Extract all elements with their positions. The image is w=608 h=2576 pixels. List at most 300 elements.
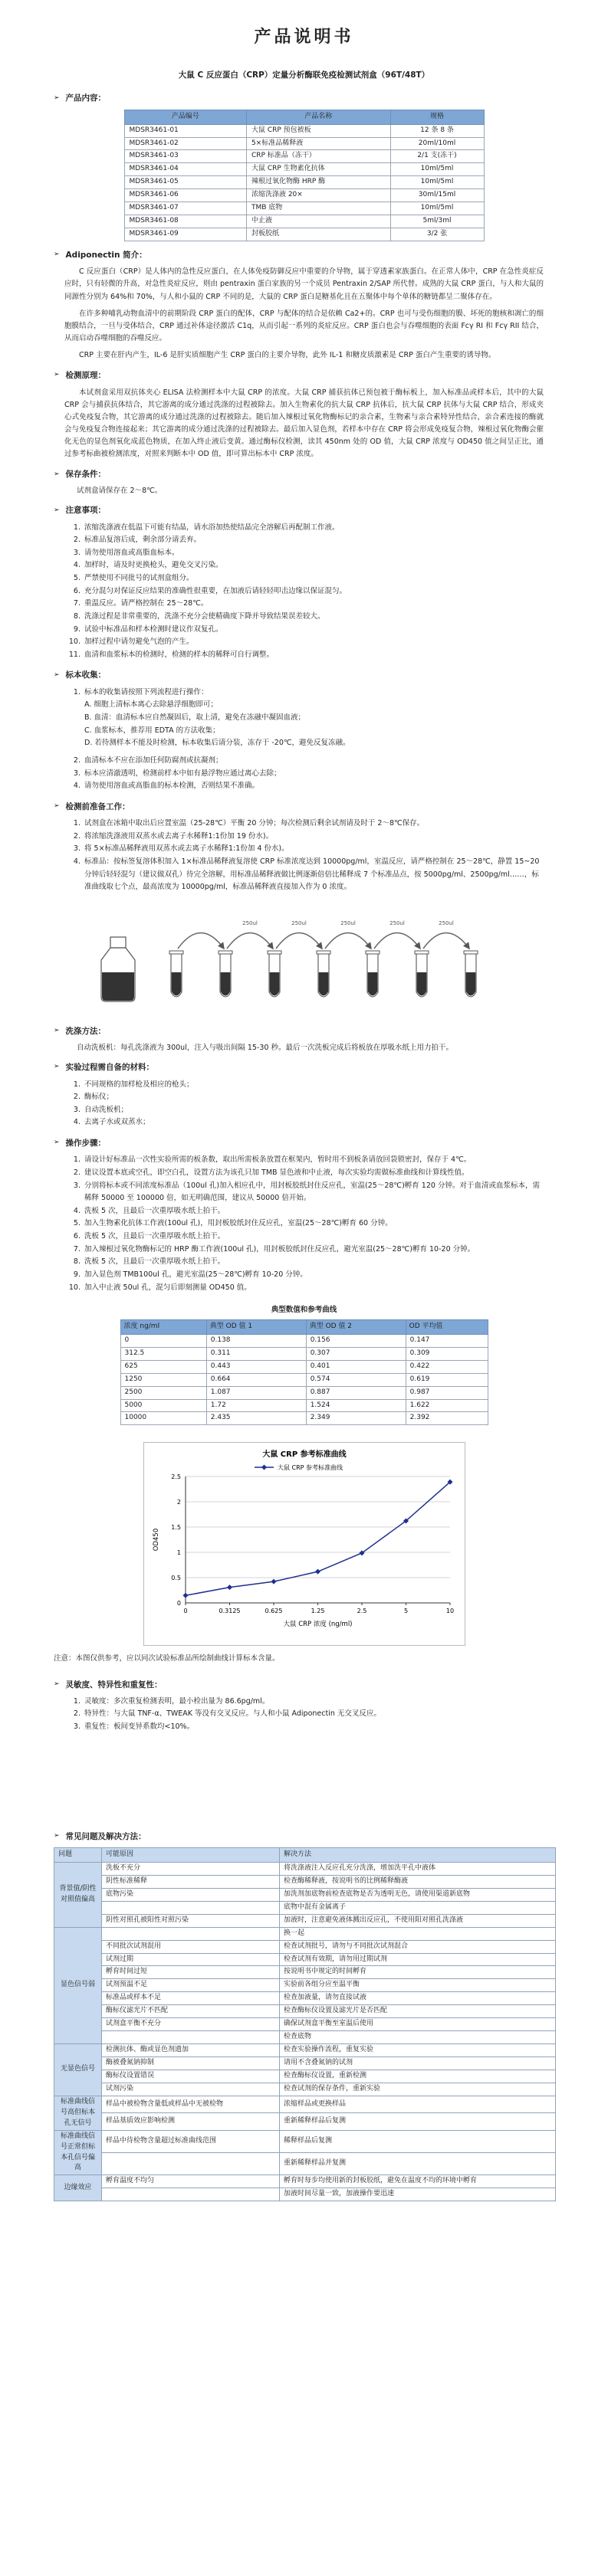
section-equipment <box>54 1061 554 1129</box>
table-row <box>120 1347 488 1360</box>
faq-solution-cell: 加洗剂加底物前检查底物是否为透明无色，请使用渠道新底物 <box>280 1888 556 1901</box>
chart-title: 大鼠 CRP 参考标准曲线 <box>261 1450 347 1460</box>
section-heading: Adiponectin 简介： <box>65 251 147 260</box>
table-cell: 大鼠 CRP 生物素化抗体 <box>246 163 390 176</box>
column-header: 产品编号 <box>124 110 246 124</box>
table-cell: MDSR3461-04 <box>124 163 246 176</box>
series-line <box>186 1483 450 1596</box>
table-row <box>54 1927 556 1940</box>
faq-cause-cell: 样品中被检物含量低或样品中无被检物 <box>102 2096 280 2112</box>
faq-problem-cell: 边缘效应 <box>54 2175 102 2201</box>
faq-problem-cell: 背景值/阴性对照值偏高 <box>54 1862 102 1927</box>
arrow-bullet-icon: ➢ <box>54 470 60 478</box>
faq-problem-cell: 无显色信号 <box>54 2044 102 2096</box>
list-item: 9. 加入显色剂 TMB100ul 孔，避光室温(25～28℃)孵育 10-20 分钟。 <box>83 1269 544 1282</box>
table-row <box>124 215 484 228</box>
table-row <box>54 2018 556 2031</box>
table-cell: MDSR3461-05 <box>124 176 246 189</box>
table-cell: MDSR3461-06 <box>124 189 246 202</box>
transfer-arrow <box>325 932 371 949</box>
table-cell: 5000 <box>120 1399 206 1412</box>
list-item: 3. 重复性：板间变异系数均<10%。 <box>83 1721 544 1734</box>
x-tick-label: 0.3125 <box>219 1608 240 1615</box>
section-heading: 保存条件： <box>65 470 107 480</box>
table-cell: MDSR3461-08 <box>124 215 246 228</box>
tube-icon <box>415 951 429 997</box>
table-cell: 0 <box>120 1334 206 1347</box>
list-item: 4. 洗板 5 次，且最后一次重厚吸水纸上拍干。 <box>83 1205 544 1218</box>
list-item: 3. 分别将标本或不同浓度标准品（100ul 孔)加入相应孔中，用封板胶纸封住反应孔，室温(25～28℃)孵育 120 分钟。对于血清或血浆标本，需稀释 50000 至 100000 倍，如无明确范围，建议从 50000 倍开始。 <box>83 1180 544 1205</box>
table-cell: 2500 <box>120 1386 206 1399</box>
faq-solution-cell: 按说明书中规定的时间孵育 <box>280 1966 556 1979</box>
faq-solution-cell: 孵育时每步均使用新的封板胶纸，避免在温度不均的环境中孵育 <box>280 2175 556 2188</box>
table-cell: 1.622 <box>406 1399 488 1412</box>
faq-cause-cell: 检测抗体、酶或显色剂遗加 <box>102 2044 280 2057</box>
table-row <box>54 1953 556 1966</box>
list-item: 8. 洗涤过程是非常重要的，洗涤不充分会使精确度下降并导致结果误差较大。 <box>83 611 544 624</box>
faq-solution-cell: 重新稀释样品并复测 <box>280 2153 556 2175</box>
list-item: 1. 浓缩洗涤液在低温下可能有结晶，请水浴加热使结晶完全溶解后再配制工作液。 <box>83 522 544 535</box>
table-row <box>54 1862 556 1875</box>
table-cell: TMB 底物 <box>246 202 390 215</box>
intro-paragraph: CRP 主要在肝内产生，IL-6 是肝实质细胞产生 CRP 蛋白的主要介导物，此外 IL-1 和糖皮质激素是 CRP 蛋白产生重要的诱导物。 <box>79 351 496 360</box>
transfer-volume-label: 250ul <box>242 919 258 926</box>
faq-solution-cell: 检查加液量，请勿直接试液 <box>280 1992 556 2005</box>
sample-intro-list <box>83 687 544 750</box>
column-header: 问题 <box>54 1848 102 1863</box>
arrow-bullet-icon: ➢ <box>54 251 60 259</box>
list-item: 2. 酶标仪； <box>83 1091 544 1104</box>
table-row <box>120 1334 488 1347</box>
y-tick-label: 1.5 <box>170 1524 181 1532</box>
product-subtitle: 大鼠 C 反应蛋白（CRP）定量分析酶联免疫检测试剂盒（96T/48T） <box>178 70 430 80</box>
table-cell: 2.349 <box>306 1412 406 1425</box>
table-cell: MDSR3461-07 <box>124 202 246 215</box>
standard-curve-chart <box>143 1442 465 1646</box>
faq-solution-cell: 检查试剂的保存条件，重新实验 <box>280 2083 556 2096</box>
faq-cause-cell: 试剂盒平衡不充分 <box>102 2018 280 2031</box>
faq-cause-cell: 试剂过期 <box>102 1953 280 1966</box>
list-item: 1. 标本的收集请按照下列流程进行操作： A. 细胞上清标本离心去除悬浮细胞即可； B. 血清：血清标本应自然凝固后，取上清，避免在冻融中凝固血液； C. 血浆标本，推荐用 EDTA 的方法收集； D. 若待测样本不能及时检测，标本收集后请分装，冻存于 -20℃，避免反复冻融。 <box>83 687 544 750</box>
arrow-bullet-icon: ➢ <box>54 506 60 514</box>
faq-solution-cell: 检查底物 <box>280 2031 556 2044</box>
faq-solution-cell: 底物中混有金属离子 <box>280 1901 556 1914</box>
tube-icon <box>366 951 380 997</box>
table-cell: 312.5 <box>120 1347 206 1360</box>
faq-problem-cell: 标准曲线信号正常但标本孔信号偏高 <box>54 2130 102 2175</box>
faq-solution-cell: 加液时间尽量一致，加液操作要迅速 <box>280 2188 556 2201</box>
kit-contents-table <box>124 110 485 241</box>
table-cell: 10000 <box>120 1412 206 1425</box>
intro-paragraph: 在许多种哺乳动物血清中的前期阶段 CRP 蛋白的配体，CRP 与配体的结合是依赖 Ca2+的。CRP 也可与受伤细胞的膜、坏死的胞核和凋亡的细胞膜结合，一旦与受体结合，CRP 通过补体途径激活 C1q，从而引起一系列的炎症反应。CRP 蛋白也会与吞噬细胞的表面 Fcγ RI 和 Fcγ RII 结合，从而启动吞噬细胞的吞噬反应。 <box>64 309 544 342</box>
table-row <box>124 228 484 241</box>
table-cell: 0.987 <box>406 1386 488 1399</box>
faq-cause-cell: 孵育时间过短 <box>102 1966 280 1979</box>
y-tick-label: 2 <box>176 1499 181 1506</box>
tube-icon <box>169 951 183 997</box>
list-item: 10. 加入中止液 50ul 孔，混匀后即刻测量 OD450 值。 <box>83 1282 544 1295</box>
faq-solution-cell: 浓缩样品或更换样品 <box>280 2096 556 2112</box>
list-item: 1. 试剂盒在冰箱中取出后应置室温（25-28℃）平衡 20 分钟；每次检测后剩余试剂请及时于 2～8℃保存。 <box>83 818 544 831</box>
table-cell: 0.156 <box>306 1334 406 1347</box>
transfer-arrow <box>227 932 273 949</box>
section-heading: 检测原理： <box>65 371 107 381</box>
list-item: 4. 去离子水或双蒸水； <box>83 1116 544 1129</box>
table-cell: 中止液 <box>246 215 390 228</box>
arrow-bullet-icon: ➢ <box>54 1680 60 1688</box>
table-cell: MDSR3461-09 <box>124 228 246 241</box>
table-row <box>54 1979 556 1992</box>
x-tick-label: 5 <box>403 1608 408 1615</box>
section-heading: 检测前准备工作： <box>65 801 130 811</box>
table-cell: 2/1 支(冻干) <box>390 150 484 163</box>
table-cell: 12 条 8 条 <box>390 124 484 137</box>
faq-solution-cell: 加液时，注意避免液体溅出反应孔，不使用阳对照孔洗涤液 <box>280 1914 556 1927</box>
table-cell: 0.887 <box>306 1386 406 1399</box>
arrow-bullet-icon: ➢ <box>54 1831 60 1840</box>
transfer-arrow <box>423 932 469 949</box>
y-tick-label: 0 <box>176 1600 181 1608</box>
table-cell: 10ml/5ml <box>390 202 484 215</box>
table-row <box>124 163 484 176</box>
y-tick-label: 1 <box>176 1549 181 1557</box>
equipment-list <box>83 1079 544 1130</box>
table-cell: 5×标准品稀释液 <box>246 137 390 150</box>
table-row <box>54 2175 556 2188</box>
data-point <box>315 1569 320 1575</box>
dilution-tubes <box>169 951 478 997</box>
table-cell: 1250 <box>120 1373 206 1386</box>
principle-paragraph: 本试剂盒采用双抗体夹心 ELISA 法检测样本中大鼠 CRP 的浓度。大鼠 CRP 捕获抗体已预包被于酶标板上，加入标准品或样本后，其中的大鼠 CRP 会与捕获抗体结合，其它游离的成分通过洗涤的过程被除去。加入生物素化的抗大鼠 CRP 抗体后，抗大鼠 CRP 抗体与大鼠 CRP 结合，形成夹心式免疫复合物，其它游离的成分通过洗涤的过程被除去。随后加入辣根过氧化物酶标记的亲合素，生物素与亲合素特异性结合，亲合素连接的酶就会与免疫复合物连接起来；其它游离的成分通过洗涤的过程被除去。最后加入显色剂，若样本中存在 CRP 将会形成免疫复合物，辣根过氧化物酶会催化无色的显色剂氧化成蓝色物质，在加入终止液后变黄。通过酶标仪检测，读其 450nm 处的 OD 值，大鼠 CRP 浓度与 OD450 值之间呈正比，通过参考标曲被检测浓度，对照来判断本中 OD 值，即可算出标本中 CRP 浓度。 <box>64 388 544 459</box>
x-tick-label: 10 <box>445 1608 454 1615</box>
faq-cause-cell <box>102 2031 280 2044</box>
table-cell: 封板胶纸 <box>246 228 390 241</box>
arrow-bullet-icon: ➢ <box>54 1027 60 1035</box>
table-row <box>54 1966 556 1979</box>
faq-solution-cell: 确保试剂盒平衡至室温后使用 <box>280 2018 556 2031</box>
faq-cause-cell: 酶被叠氮钠抑制 <box>102 2057 280 2070</box>
faq-solution-cell: 换一起 <box>280 1927 556 1940</box>
document-title: 产品说明书 <box>254 28 354 47</box>
table-cell: CRP 标准品（冻干） <box>246 150 390 163</box>
table-row <box>120 1412 488 1425</box>
table-row <box>54 2083 556 2096</box>
table-cell: 1.72 <box>206 1399 306 1412</box>
table-cell: 0.574 <box>306 1373 406 1386</box>
table-cell: 30ml/15ml <box>390 189 484 202</box>
table-row <box>124 202 484 215</box>
transfer-volume-label: 250ul <box>439 919 454 926</box>
prep-list <box>83 818 544 894</box>
sample-steps <box>84 699 544 750</box>
faq-cause-cell: 标准品或样本不足 <box>102 1992 280 2005</box>
faq-solution-cell: 检查试剂有效期，请勿用过期试剂 <box>280 1953 556 1966</box>
column-header: 解决方法 <box>280 1848 556 1863</box>
faq-solution-cell: 请用不含叠氮钠的试剂 <box>280 2057 556 2070</box>
faq-problem-cell: 显色信号弱 <box>54 1927 102 2043</box>
section-prep <box>54 801 554 1018</box>
faq-solution-cell: 检查实验操作流程，重复实验 <box>280 2044 556 2057</box>
list-item: 4. 标准品：按标签复溶体积加入 1×标准品稀释液复溶使 CRP 标准浓度达到 10000pg/ml，室温反应，请严格控制在 25～28℃，静置 15~20 分钟后轻轻混匀（建议做双孔）待完全溶解，用标准品稀释液做比例逐渐倍倍比稀释成 7 个标准品点，按 5000pg/ml、2500pg/ml……，标准曲线取七个点，最高浓度为 10000pg/ml，标准品稀释液直接加入作为 0 浓度。 <box>83 856 544 894</box>
list-item: 6. 洗板 5 次，且最后一次重厚吸水纸上拍干。 <box>83 1231 544 1244</box>
section-sample <box>54 669 554 792</box>
table-row <box>54 2130 556 2152</box>
performance-list <box>83 1696 544 1734</box>
x-tick-label: 0.625 <box>265 1608 282 1615</box>
table-row <box>54 2031 556 2044</box>
list-item: 3. 请勿使用溶血或高脂血标本。 <box>83 547 544 560</box>
chart-note: 注意：本图仅供参考，应以同次试验标准品所绘制曲线计算标本含量。 <box>54 1653 280 1663</box>
faq-cause-cell <box>102 2153 280 2175</box>
x-tick-label: 1.25 <box>311 1608 324 1615</box>
table-cell: 0.619 <box>406 1373 488 1386</box>
faq-cause-cell <box>102 1901 280 1914</box>
wash-text: 自动洗板机：每孔洗涤液为 300ul，注入与吸出间隔 15-30 秒。最后一次洗板完成后将板放在厚吸水纸上用力拍干。 <box>77 1043 453 1052</box>
table-row <box>54 1888 556 1901</box>
sample-step: D. 若待测样本不能及时检测，标本收集后请分装，冻存于 -20℃，避免反复冻融。 <box>84 739 350 748</box>
y-tick-label: 2.5 <box>170 1473 181 1481</box>
arrow-bullet-icon: ➢ <box>54 93 60 102</box>
table-cell: 0.401 <box>306 1360 406 1373</box>
table-row <box>54 1914 556 1927</box>
table-cell: 2.435 <box>206 1412 306 1425</box>
table-row <box>120 1386 488 1399</box>
table-cell: 辣根过氧化物酶 HRP 酶 <box>246 176 390 189</box>
y-axis-label: OD450 <box>152 1529 160 1552</box>
section-heading: 产品内容： <box>65 93 107 103</box>
section-kit <box>54 92 554 241</box>
table-cell: 10ml/5ml <box>390 163 484 176</box>
tube-icon <box>464 951 478 997</box>
table-row <box>54 1901 556 1914</box>
table-cell: 2.392 <box>406 1412 488 1425</box>
list-item: 2. 特异性：与大鼠 TNF-α、TWEAK 等没有交叉反应。与人和小鼠 Adiponectin 无交叉反应。 <box>83 1708 544 1721</box>
transfer-volume-label: 250ul <box>389 919 405 926</box>
list-item: 2. 建议设置本底或空孔，即空白孔，设置方法为该孔只加 TMB 显色液和中止液，每次实验均需做标准曲线和计算线性值。 <box>83 1167 544 1180</box>
table-cell: 0.443 <box>206 1360 306 1373</box>
faq-cause-cell: 样品基质效应影响检测 <box>102 2113 280 2130</box>
faq-cause-cell <box>102 1927 280 1940</box>
table-cell: 0.664 <box>206 1373 306 1386</box>
y-tick-label: 0.5 <box>170 1575 181 1582</box>
list-item: 10. 加样过程中请勿避免气泡的产生。 <box>83 636 544 649</box>
legend-label: 大鼠 CRP 参考标准曲线 <box>277 1464 343 1472</box>
table-row <box>54 2070 556 2083</box>
faq-cause-cell: 试剂预温不足 <box>102 1979 280 1992</box>
transfer-volume-label: 250ul <box>291 919 307 926</box>
list-item: 8. 洗板 5 次，且最后一次重厚吸水纸上拍干。 <box>83 1256 544 1269</box>
transfer-arrow <box>178 932 224 949</box>
x-tick-label: 2.5 <box>357 1608 366 1615</box>
table-row <box>54 1940 556 1953</box>
table-row <box>54 1875 556 1888</box>
intro-paragraph: C 反应蛋白（CRP）是人体内的急性反应蛋白，在人体免疫防御反应中重要的介导物，属于穿透素家族蛋白。在正常人体中，CRP 在急性炎症反应时，只有轻微的升高，对急性炎症反应，则由 pentraxin 蛋白家族的另一个成员 Pentraxin 2/SAP 所代替。成熟的大鼠 CRP 蛋白，与人和大鼠的同源性分别为 64%和 70%，与人和小鼠的 CRP 不同的是，大鼠的 CRP 蛋白是糖基化且在五聚体中每个单体的糖链都呈二聚体存在。 <box>64 267 544 301</box>
table-row <box>124 176 484 189</box>
faq-cause-cell: 试剂污染 <box>102 2083 280 2096</box>
section-notes <box>54 504 554 661</box>
column-header: 浓度 ng/ml <box>120 1319 206 1334</box>
table-row <box>120 1360 488 1373</box>
arrow-bullet-icon: ➢ <box>54 801 60 810</box>
table-row <box>120 1399 488 1412</box>
table-cell: 0.422 <box>406 1360 488 1373</box>
column-header: 典型 OD 值 1 <box>206 1319 306 1334</box>
table-row <box>124 189 484 202</box>
faq-cause-cell: 酶标仪设置错误 <box>102 2070 280 2083</box>
section-heading: 实验过程需自备的材料： <box>65 1063 155 1073</box>
transfer-volume-label: 250ul <box>340 919 356 926</box>
sample-step: B. 血清：血清标本应自然凝固后，取上清，避免在冻融中凝固血液； <box>84 713 306 722</box>
column-header: 产品名称 <box>246 110 390 124</box>
table-cell: 5ml/3ml <box>390 215 484 228</box>
list-item: 3. 自动洗板机； <box>83 1104 544 1117</box>
tube-icon <box>268 951 281 997</box>
faq-cause-cell: 阴性对照孔被阳性对照污染 <box>102 1914 280 1927</box>
table-row <box>54 2044 556 2057</box>
table-cell: 大鼠 CRP 预包被板 <box>246 124 390 137</box>
table-cell: 0.311 <box>206 1347 306 1360</box>
list-item: 2. 血清标本不应在添加任何防腐剂或抗凝剂； <box>83 755 544 768</box>
faq-cause-cell <box>102 2188 280 2201</box>
table-row <box>54 2005 556 2018</box>
table-row <box>54 2113 556 2130</box>
x-tick-label: 0 <box>182 1608 188 1615</box>
list-item: 2. 将浓缩洗涤液用双蒸水或去离子水稀释1:1份加 19 份水)。 <box>83 831 544 844</box>
od-table-caption: 典型数值和参考曲线 <box>271 1306 337 1315</box>
column-header: OD 平均值 <box>406 1319 488 1334</box>
tube-icon <box>219 951 232 997</box>
table-cell: 1.524 <box>306 1399 406 1412</box>
faq-cause-cell: 酶标仪滤光片不匹配 <box>102 2005 280 2018</box>
transfer-arrow <box>276 932 322 949</box>
sample-list <box>83 755 544 793</box>
procedure-list <box>83 1154 544 1294</box>
data-point <box>227 1585 232 1590</box>
list-item: 1. 请设计好标准品一次性实验所需的板条数，取出所需板条放置在框架内，暂时用不到板条请放回袋锁密封，保存于 4℃。 <box>83 1154 544 1167</box>
list-item: 3. 将 5×标准品稀释液用双蒸水或去离子水稀释1:1份加 4 份水)。 <box>83 843 544 856</box>
list-item: 7. 加入辣根过氧化物酶标记的 HRP 酶工作液(100ul 孔)，用封板胶纸封住反应孔，避光室温(25～28℃)孵育 10-20 分钟。 <box>83 1244 544 1257</box>
section-heading: 灵敏度、特异性和重复性： <box>65 1680 163 1689</box>
data-point <box>271 1579 276 1585</box>
section-wash <box>54 1025 554 1054</box>
table-cell: 0.307 <box>306 1347 406 1360</box>
faq-solution-cell: 检查酶标仪设置，重新检测 <box>280 2070 556 2083</box>
list-item: 5. 严禁使用不同批号的试剂盒组分。 <box>83 572 544 585</box>
table-cell: MDSR3461-02 <box>124 137 246 150</box>
section-principle <box>54 369 554 460</box>
list-item: 1. 灵敏度：多次重复检测表明，最小检出量为 86.6pg/ml。 <box>83 1696 544 1709</box>
table-row <box>54 2096 556 2112</box>
section-performance <box>54 1679 554 1734</box>
list-item: 1. 不同规格的加样枪及相应的枪头； <box>83 1079 544 1092</box>
section-procedure <box>54 1137 554 1294</box>
table-row <box>54 1992 556 2005</box>
list-item: 3. 标本应清澈透明，检测前样本中如有悬浮物应通过离心去除； <box>83 768 544 781</box>
faq-cause-cell: 样品中待检物含量超过标准曲线范围 <box>102 2130 280 2152</box>
table-cell: 0.309 <box>406 1347 488 1360</box>
x-axis-label: 大鼠 CRP 浓度 (ng/ml) <box>283 1621 352 1629</box>
section-heading: 标本收集： <box>65 670 107 680</box>
table-row <box>124 137 484 150</box>
table-cell: 1.087 <box>206 1386 306 1399</box>
faq-solution-cell: 检查酶标仪设置及滤光片是否匹配 <box>280 2005 556 2018</box>
faq-cause-cell: 不同批次试剂混用 <box>102 1940 280 1953</box>
table-row <box>54 2153 556 2175</box>
section-intro <box>54 249 554 362</box>
table-row <box>54 2188 556 2201</box>
faq-problem-cell: 标准曲线信号高但标本孔无信号 <box>54 2096 102 2130</box>
column-header: 可能原因 <box>102 1848 280 1863</box>
section-storage <box>54 468 554 497</box>
list-item: 5. 加入生物素化抗体工作液(100ul 孔)，用封板胶纸封住反应孔，室温(25～28℃)孵育 60 分钟。 <box>83 1218 544 1231</box>
faq-solution-cell: 检查试剂批号，请勿与不同批次试剂混合 <box>280 1940 556 1953</box>
faq-cause-cell: 底物污染 <box>102 1888 280 1901</box>
data-point <box>182 1593 188 1598</box>
transfer-arrow <box>374 932 420 949</box>
list-item: 2. 标准品复溶后成，剩余部分请丢弃。 <box>83 534 544 547</box>
table-row <box>54 2057 556 2070</box>
faq-solution-cell: 实验前各组分应至温平衡 <box>280 1979 556 1992</box>
table-cell: 10ml/5ml <box>390 176 484 189</box>
faq-solution-cell: 将洗涤液注入反应孔充分洗涤，增加洗平孔中液体 <box>280 1862 556 1875</box>
table-row <box>124 150 484 163</box>
arrow-bullet-icon: ➢ <box>54 1063 60 1071</box>
dilution-diagram <box>100 906 529 1006</box>
faq-solution-cell: 检查酶稀释液，按说明书的比例稀释酶液 <box>280 1875 556 1888</box>
chart-svg <box>147 1446 462 1637</box>
sample-step: C. 血浆标本，推荐用 EDTA 的方法收集； <box>84 726 220 735</box>
list-item: 11. 血清和血浆标本的检测时，检测的样本的稀释可自行调整。 <box>83 649 544 662</box>
table-cell: MDSR3461-01 <box>124 124 246 137</box>
legend-marker <box>261 1465 267 1470</box>
table-row <box>120 1373 488 1386</box>
column-header: 规格 <box>390 110 484 124</box>
table-cell: 浓缩洗涤液 20× <box>246 189 390 202</box>
arrow-bullet-icon: ➢ <box>54 670 60 679</box>
section-faq <box>54 1830 554 2202</box>
table-cell: 20ml/10ml <box>390 137 484 150</box>
faq-solution-cell: 稀释样品后复测 <box>280 2130 556 2152</box>
storage-text: 试剂盒请保存在 2～8℃。 <box>77 486 163 495</box>
faq-table <box>54 1847 556 2201</box>
transfer-arrows <box>178 920 469 949</box>
list-item: 4. 请勿使用溶血或高脂血的标本检测，否则结果不准确。 <box>83 780 544 793</box>
stock-bottle-icon <box>101 937 135 1001</box>
table-cell: 0.138 <box>206 1334 306 1347</box>
section-heading: 操作步骤： <box>65 1139 107 1149</box>
section-heading: 常见问题及解决方法： <box>65 1831 146 1841</box>
arrow-bullet-icon: ➢ <box>54 371 60 379</box>
notes-list <box>83 522 544 662</box>
sample-step: A. 细胞上清标本离心去除悬浮细胞即可； <box>84 700 218 710</box>
column-header: 典型 OD 值 2 <box>306 1319 406 1334</box>
od-values-table <box>120 1319 488 1426</box>
faq-cause-cell: 孵育温度不均匀 <box>102 2175 280 2188</box>
table-cell: 625 <box>120 1360 206 1373</box>
faq-solution-cell: 重新稀释样品后复测 <box>280 2113 556 2130</box>
table-row <box>124 124 484 137</box>
faq-cause-cell: 洗板不充分 <box>102 1862 280 1875</box>
section-heading: 注意事项： <box>65 506 107 516</box>
faq-cause-cell: 阴性标准稀释 <box>102 1875 280 1888</box>
arrow-bullet-icon: ➢ <box>54 1139 60 1147</box>
list-item: 4. 加样时，请及时更换枪头，避免交叉污染。 <box>83 559 544 572</box>
list-item: 6. 充分混匀对保证反应结果的准确性很重要，在加液后请轻轻叩击边缘以保证混匀。 <box>83 585 544 598</box>
table-cell: 3/2 张 <box>390 228 484 241</box>
list-item: 7. 重温反应。请严格控制在 25～28℃。 <box>83 598 544 611</box>
table-cell: MDSR3461-03 <box>124 150 246 163</box>
table-cell: 0.147 <box>406 1334 488 1347</box>
